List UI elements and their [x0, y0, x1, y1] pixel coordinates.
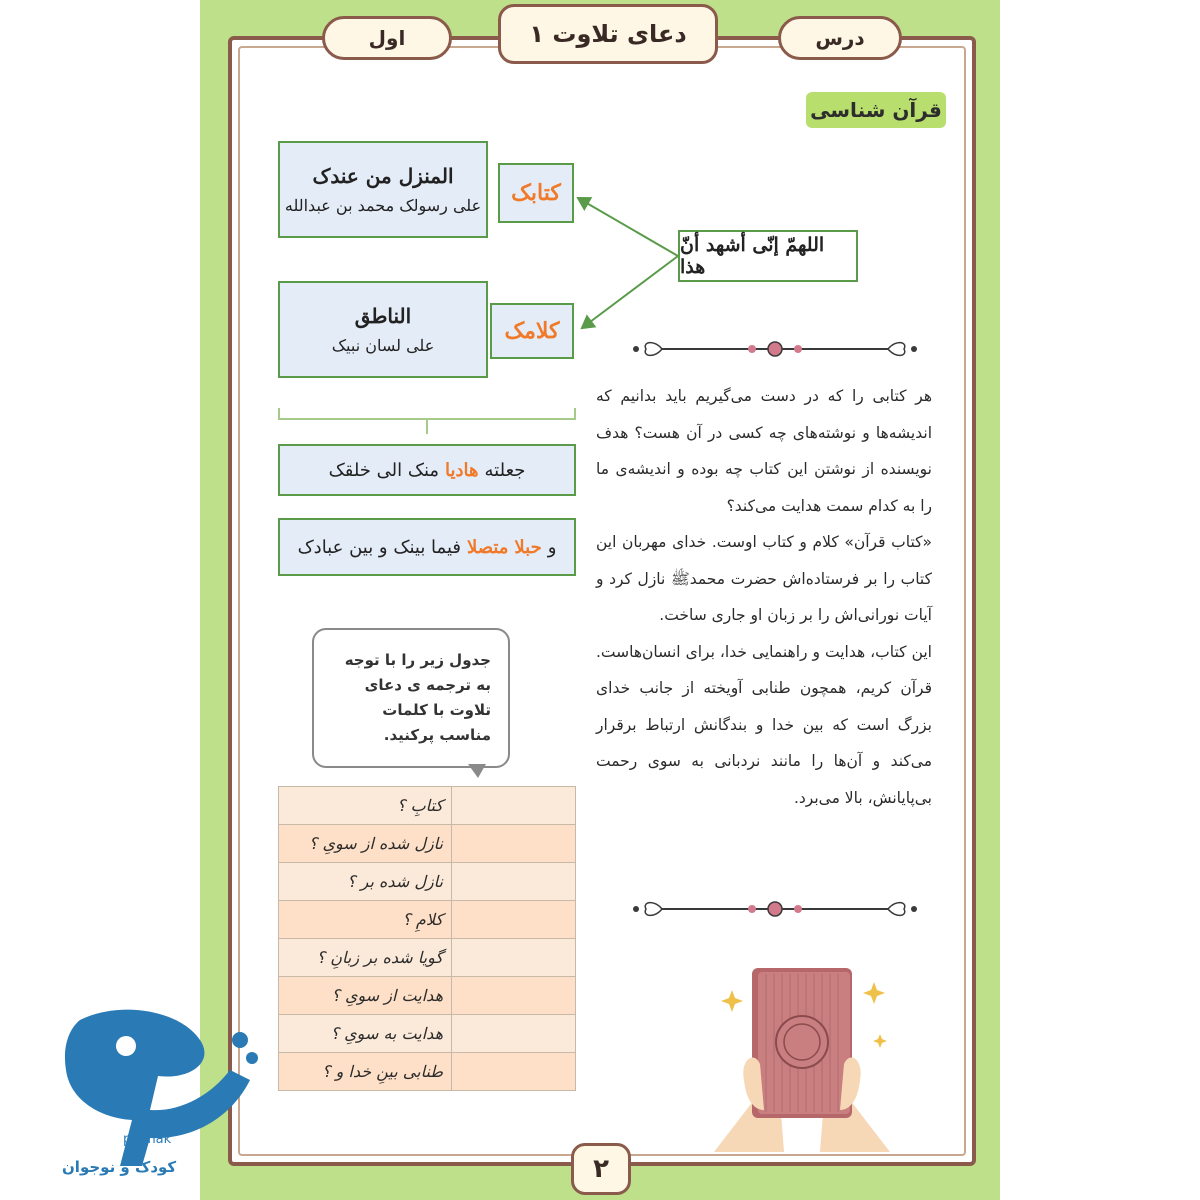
logo-text-fa: کودک و نوجوان — [62, 1158, 177, 1176]
question-cell: نازل شده از سویِ ؟ — [279, 825, 452, 863]
kitab-line-1: المنزل من عندک — [312, 164, 454, 188]
body-text — [596, 378, 932, 816]
table-row — [279, 863, 576, 901]
answer-cell[interactable] — [452, 939, 576, 977]
lesson-label-tab: درس — [778, 16, 902, 60]
bubble-tail — [468, 764, 486, 778]
quran-hands-illustration — [714, 960, 890, 1152]
body-paragraph-2: «کتاب قرآن» کلام و کتاب اوست. خدای مهربان این کتاب را بر فرستاده‌اش حضرت محمدﷺ نازل کرد و آیات نورانی‌اش را بر زبان او جاری ساخت. — [596, 533, 932, 624]
section-title: قرآن شناسی — [806, 92, 946, 128]
kitab-quote-box — [278, 141, 488, 238]
instruction-text: جدول زیر را با توجه به ترجمه ی دعای تلاوت با کلمات مناسب پرکنید. — [344, 651, 491, 744]
answer-cell[interactable] — [452, 1015, 576, 1053]
table-row — [279, 977, 576, 1015]
body-paragraph-3: این کتاب، هدایت و راهنمایی خدا، برای انسان‌هاست. قرآن کریم، همچون طنابی آویخته از جانب خدای بزرگ است که بین خدا و بندگانش ارتباط برقرار می‌کند و آن‌ها را مانند نردبانی به سوی رحمت بی‌پایانش، بالا می‌برد. — [596, 642, 932, 807]
kalam-line-1: الناطق — [354, 304, 412, 328]
hadi-post: منک الی خلقک — [328, 459, 440, 481]
lesson-title-tab: دعای تلاوت ۱ — [498, 4, 718, 64]
table-row — [279, 939, 576, 977]
answer-cell[interactable] — [452, 901, 576, 939]
kitab-line-2: علی رسولک محمد بن عبدالله — [284, 196, 482, 215]
diagram-arrows — [570, 180, 690, 340]
question-cell: گویا شده بر زبانِ ؟ — [279, 939, 452, 977]
question-cell: کلامِ ؟ — [279, 901, 452, 939]
hadi-phrase-box — [278, 444, 576, 496]
diagram-bracket-tick — [426, 420, 428, 434]
table-row — [279, 901, 576, 939]
grade-tab: اول — [322, 16, 452, 60]
question-cell: کتابِ ؟ — [279, 787, 452, 825]
habl-highlight-1: حبلا — [514, 536, 542, 558]
diagram-bracket — [278, 408, 576, 420]
question-cell: طنابی بینِ خدا و ؟ — [279, 1053, 452, 1091]
table-row — [279, 1015, 576, 1053]
question-cell: هدایت از سویِ ؟ — [279, 977, 452, 1015]
fill-in-table — [278, 786, 576, 1091]
table-row — [279, 787, 576, 825]
habl-pre: و — [547, 536, 557, 558]
instruction-bubble — [312, 628, 510, 768]
ornament-divider-top — [632, 336, 918, 362]
question-cell: هدایت به سویِ ؟ — [279, 1015, 452, 1053]
table-row — [279, 825, 576, 863]
habl-highlight-2: متصلا — [466, 536, 509, 558]
hadi-pre: جعلته — [484, 459, 526, 481]
ornament-divider-bottom — [632, 896, 918, 922]
habl-post: فیما بینک و بین عبادک — [297, 536, 461, 558]
hadi-highlight: هادیا — [445, 459, 479, 481]
body-paragraph-1: هر کتابی را که در دست می‌گیریم باید بدانیم که اندیشه‌ها و نوشته‌های چه کسی در آن هست؟ هدف نویسنده از نوشتن این کتاب چه بوده و اندیشه‌ی ما را به کدام سمت هدایت می‌کند؟ — [596, 387, 932, 515]
root-phrase-box: اللهمّ إنّی أشهد أنّ هذا — [678, 230, 858, 282]
answer-cell[interactable] — [452, 1053, 576, 1091]
logo-text-en: puonak — [123, 1132, 172, 1147]
table-row — [279, 1053, 576, 1091]
answer-cell[interactable] — [452, 977, 576, 1015]
kalam-line-2: علی لسان نبیک — [331, 336, 435, 355]
kalam-quote-box — [278, 281, 488, 378]
habl-phrase-box — [278, 518, 576, 576]
question-cell: نازل شده بر ؟ — [279, 863, 452, 901]
answer-cell[interactable] — [452, 787, 576, 825]
page-number: ۲ — [571, 1143, 631, 1195]
answer-cell[interactable] — [452, 825, 576, 863]
kalam-label: کلامک — [490, 303, 574, 359]
answer-cell[interactable] — [452, 863, 576, 901]
kitab-label: کتابک — [498, 163, 574, 223]
